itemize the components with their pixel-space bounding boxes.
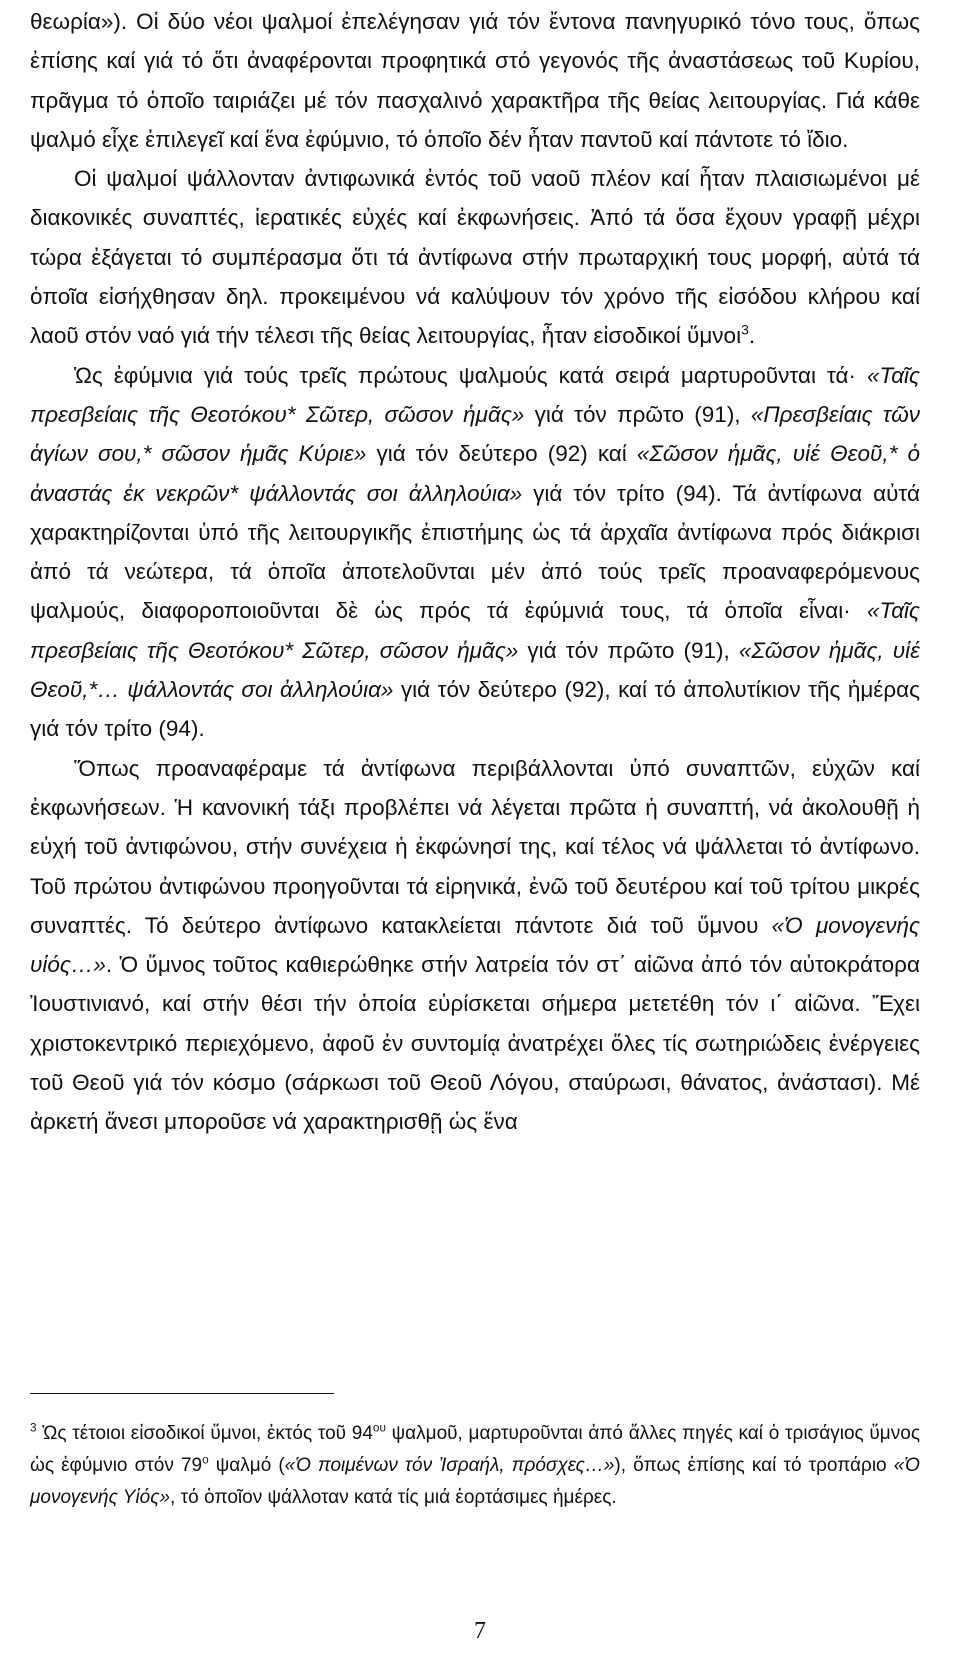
page-body	[30, 2, 920, 1142]
paragraph-3-text-6: γιά τόν δεύτερο (92), καί τό ἀπολυτίκιον τῆς ἡμέρας γιά τόν τρίτο (94).	[30, 677, 920, 742]
paragraph-4-text-2: . Ὁ ὕμνος τοῦτος καθιερώθηκε στήν λατρεία τόν στ΄ αἰῶνα ἀπό τόν αὐτοκράτορα Ἰουστινιανό, καί στήν θέσι τήν ὁποία εὑρίσκεται σήμερα μετετέθη τόν ι΄ αἰῶνα. Ἔχει χριστοκεντρικό περιεχόμενο, ἀφοῦ ἐν συντομίᾳ ἀνατρέχει ὅλες τίς σωτηριώδεις ἐνέργειες τοῦ Θεοῦ γιά τόν κόσμο (σάρκωσι τοῦ Θεοῦ Λόγου, σταύρωσι, θάνατος, ἀνάστασι). Μέ ἀρκετή ἄνεσι μποροῦσε νά χαρακτηρισθῇ ὡς ἕνα	[30, 952, 920, 1135]
paragraph-2: Οἱ ψαλμοί ψάλλονταν ἀντιφωνικά ἐντός τοῦ ναοῦ πλέον καί ἦταν πλαισιωμένοι μέ διακονικές συναπτές, ἱερατικές εὐχές καί ἐκφωνήσεις. Ἀπό τά ὅσα ἔχουν γραφῇ μέχρι τώρα ἐξάγεται τό συμπέρασμα ὅτι τά ἀντίφωνα στήν πρωταρχική τους μορφή, αὐτά τά ὁποῖα εἰσήχθησαν δηλ. προκειμένου νά καλύψουν τόν χρόνο τῆς εἰσόδου κλήρου καί λαοῦ στόν ναό γιά τήν τέλεσι τῆς θείας λειτουργίας, ἦταν εἰσοδικοί ὕμνοι$^3$.	[30, 166, 920, 349]
paragraph-3-text-4: γιά τόν τρίτο (94). Τά ἀντίφωνα αὐτά χαρακτηρίζονται ὑπό τῆς λειτουργικῆς ἐπιστήμης ὡς τά ἀρχαῖα ἀντίφωνα πρός διάκρισι ἀπό τά νεώτερα, τά ὁποῖα ἀποτελοῦνται μέν ἀπό τούς τρεῖς προαναφερόμενους ψαλμούς, διαφοροποιοῦνται δὲ ὡς πρός τά ἐφύμνιά τους, τά ὁποῖα εἶναι·	[30, 480, 920, 624]
footnote-text-1: Ὡς τέτοιοι εἰσοδικοί ὕμνοι, ἐκτός τοῦ 94	[36, 1423, 373, 1444]
footnote	[30, 1418, 920, 1514]
footnote-separator	[30, 1393, 334, 1394]
hymn-quote-6: «Ὁ μονογενής υἱός…»	[30, 912, 920, 978]
footnote-text-3: ψαλμό (	[208, 1455, 285, 1476]
paragraph-4	[30, 749, 920, 1142]
page-number: 7	[474, 1618, 486, 1644]
paragraph-3-text-2: γιά τόν πρῶτο (91),	[524, 401, 751, 427]
footnote-text-4: ), ὅπως ἐπίσης καί τό τροπάριο	[614, 1455, 894, 1476]
footnote-quote-1: «Ὁ ποιμένων τόν Ἰσραήλ, πρόσχες…»	[284, 1455, 615, 1476]
hymn-quote-5: «Σῶσον ἡμᾶς, υἱέ Θεοῦ,*… ψάλλοντάς σοι ἀλληλούια»	[30, 637, 920, 703]
paragraph-1	[30, 2, 920, 159]
footnote-text-5: , τό ὁποῖον ψάλλοταν κατά τίς μιά ἑορτάσιμες ἡμέρες.	[170, 1487, 617, 1508]
paragraph-3-text-3: γιά τόν δεύτερο (92) καί	[366, 441, 637, 467]
footnote-ordinal-1: ου	[372, 1421, 386, 1435]
footnote-quote-2: «Ὁ μονογενής Υἱός»	[30, 1455, 920, 1508]
hymn-quote-2: «Πρεσβείαις τῶν ἁγίων σου,* σῶσον ἡμᾶς Κύριε»	[30, 401, 920, 467]
paragraph-2-text: Οἱ ψαλμοί ψάλλονταν ἀντιφωνικά ἐντός τοῦ ναοῦ πλέον καί ἦταν πλαισιωμένοι μέ διακονικές συναπτές, ἱερατικές εὐχές καί ἐκφωνήσεις. Ἀπό τά ὅσα ἔχουν γραφῇ μέχρι τώρα ἐξάγεται τό συμπέρασμα ὅτι τά ἀντίφωνα στήν πρωταρχική τους μορφή, αὐτά τά ὁποῖα εἰσήχθησαν δηλ. προκειμένου νά καλύψουν τόν χρόνο τῆς εἰσόδου κλήρου καί λαοῦ στόν ναό γιά τήν τέλεσι τῆς θείας λειτουργίας, ἦταν εἰσοδικοί ὕμνοι	[30, 166, 920, 349]
footnote-ordinal-2: ο	[202, 1453, 209, 1467]
hymn-quote-1: «Ταῖς πρεσβείαις τῆς Θεοτόκου* Σῶτερ, σῶσον ἡμᾶς»	[30, 362, 920, 427]
paragraph-3-text-1: Ὡς ἐφύμνια γιά τούς τρεῖς πρώτους ψαλμούς κατά σειρά μαρτυροῦνται τά·	[74, 362, 867, 388]
paragraph-4-text-1: Ὅπως προαναφέραμε τά ἀντίφωνα περιβάλλονται ὑπό συναπτῶν, εὐχῶν καί ἐκφωνήσεων. Ἡ κανονική τάξι προβλέπει νά λέγεται πρῶτα ἡ συναπτή, νά ἀκολουθῇ ἡ εὐχή τοῦ ἀντιφώνου, στήν συνέχεια ἡ ἐκφώνησί της, καί τέλος νά ψάλλεται τό ἀντίφωνο. Τοῦ πρώτου ἀντιφώνου προηγοῦνται τά εἰρηνικά, ἐνῶ τοῦ δευτέρου καί τοῦ τρίτου μικρές συναπτές. Τό δεύτερο ἀντίφωνο κατακλείεται πάντοτε διά τοῦ ὕμνου	[30, 755, 920, 938]
hymn-quote-3: «Σῶσον ἡμᾶς, υἱέ Θεοῦ,* ὁ ἀναστάς ἐκ νεκρῶν* ψάλλοντάς σοι ἀλληλούια»	[30, 441, 921, 506]
paragraph-1-text: θεωρία»). Οἱ δύο νέοι ψαλμοί ἐπελέγησαν γιά τόν ἔντονα πανηγυρικό τόνο τους, ὅπως ἐπίσης καί γιά τό ὅτι ἀναφέρονται προφητικά στό γεγονός τῆς ἀναστάσεως τοῦ Κυρίου, πρᾶγμα τό ὁποῖο ταιριάζει μέ τόν πασχαλινό χαρακτῆρα τῆς θείας λειτουργίας. Γιά κάθε ψαλμό εἶχε ἐπιλεγεῖ καί ἕνα ἐφύμνιο, τό ὁποῖο δέν ἦταν παντοῦ καί πάντοτε τό ἴδιο.	[30, 9, 920, 152]
footnote-reference[interactable]: 3	[741, 321, 749, 338]
hymn-quote-4: «Ταῖς πρεσβείαις τῆς Θεοτόκου* Σῶτερ, σῶσον ἡμᾶς»	[30, 598, 920, 663]
paragraph-3-text-5: γιά τόν πρῶτο (91),	[518, 637, 739, 663]
footnote-mark: 3	[30, 1421, 37, 1435]
paragraph-3	[30, 356, 920, 749]
footnote-text-2: ψαλμοῦ, μαρτυροῦνται ἀπό ἄλλες πηγές καί ὁ τρισάγιος ὕμνος ὡς ἐφύμνιο στόν 79	[30, 1423, 920, 1476]
